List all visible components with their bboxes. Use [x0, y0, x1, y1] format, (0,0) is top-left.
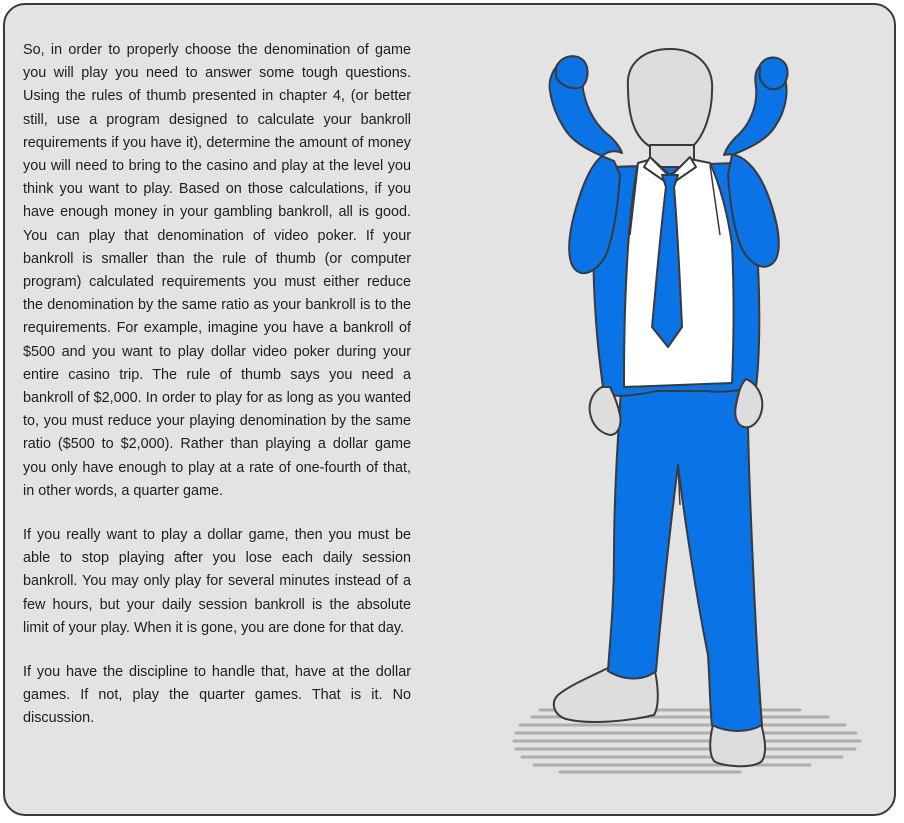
right-hand	[760, 58, 788, 90]
paragraph-discipline: If you have the discipline to handle that, have at the dollar games. If not, play the quarter games. That is it. No discussion.	[23, 664, 411, 727]
paragraph-dollar-game: If you really want to play a dollar game, then you must be able to stop playing after you lose each daily session bankroll. You may only play for several minutes instead of a few hours, but your daily session bankroll is the absolute limit of your play. When it is gone, you are done for that day.	[23, 527, 411, 636]
trousers	[608, 375, 762, 731]
left-arm	[550, 60, 622, 273]
paragraph-denomination: So, in order to properly choose the denomination of game you will play you need to answer some tough questions. Using the rules of thumb presented in chapter 4, (or better still, use a program designed to calculate your bankroll requirements if you have it), determine the amount of money you will need to bring to the casino and play at the level you think you want to play. Based on those calculations, if you have enough money in your gambling bankroll, all is good. You can play that denomination of video poker. If your bankroll is smaller than the rule of thumb (or computer program) calculated requirements you must either reduce the denomination by the same ratio as your bankroll is to the requirements. For example, imagine you have a bankroll of $500 and you want to play dollar video poker during your entire casino trip. The rule of thumb says you need a bankroll of $2,000. In order to play for as long as you wanted to, you must reduce your playing denomination by the same ratio ($500 to $2,000). Rather than playing a dollar game you only have enough to play at a rate of one-fourth of that, in other words, a quarter game.	[23, 42, 411, 499]
article-text	[23, 39, 411, 731]
head	[628, 49, 712, 154]
left-hand	[556, 56, 588, 88]
content-card	[3, 3, 896, 816]
frustrated-man-empty-pockets-icon	[510, 35, 870, 775]
